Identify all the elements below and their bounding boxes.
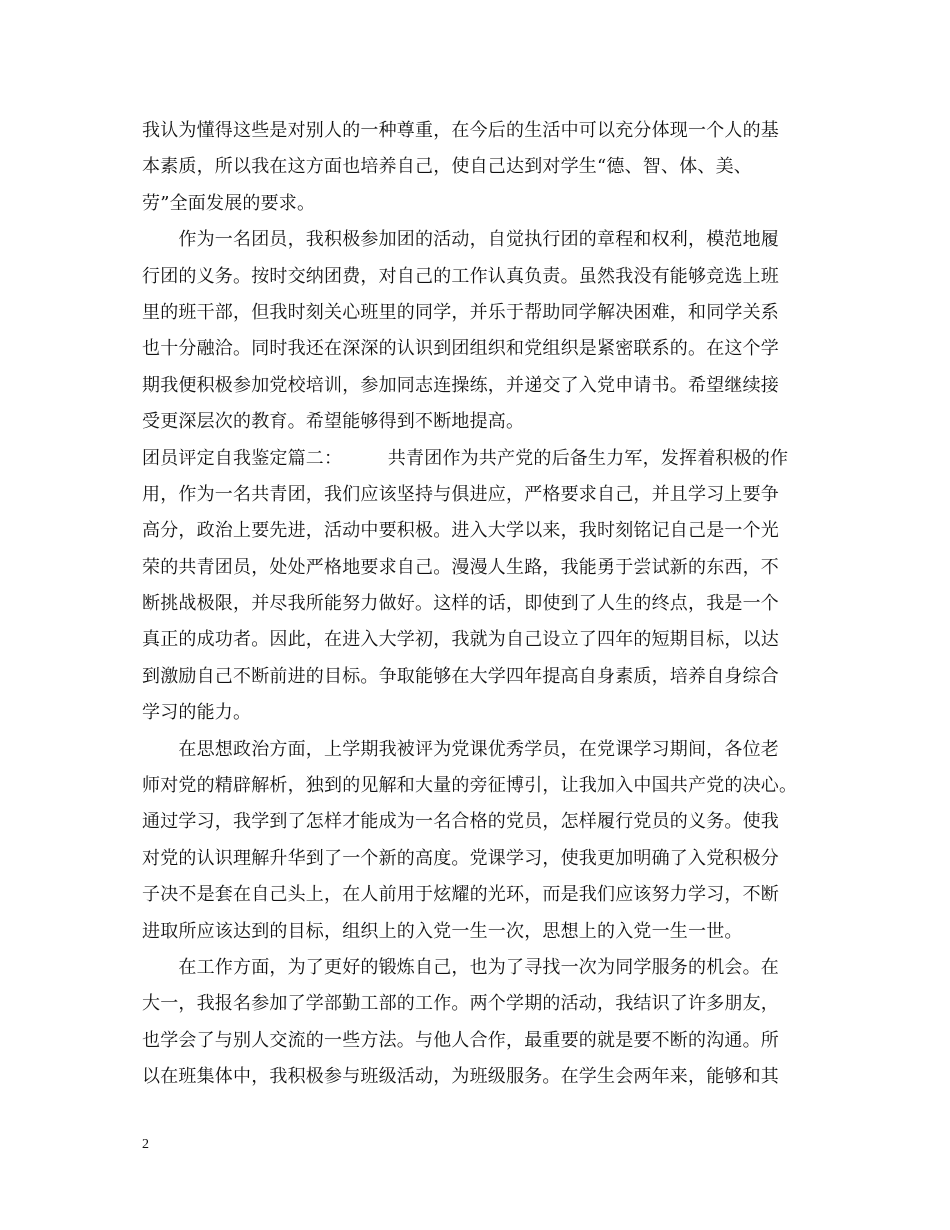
text-line: 大一，我报名参加了学部勤工部的工作。两个学期的活动，我结识了许多朋友，	[142, 993, 779, 1015]
text-line: 断挑战极限，并尽我所能努力做好。这样的话，即使到了人生的终点，我是一个	[142, 593, 779, 615]
text-line: 到激励自己不断前进的目标。争取能够在大学四年提高自身素质，培养自身综合	[142, 665, 779, 687]
text-line: 也十分融洽。同时我还在深深的认识到团组织和党组织是紧密联系的。在这个学	[142, 338, 779, 360]
text-line: 里的班干部，但我时刻关心班里的同学，并乐于帮助同学解决困难，和同学关系	[142, 301, 779, 323]
text-line: 真正的成功者。因此，在进入大学初，我就为自己设立了四年的短期目标，以达	[142, 629, 779, 651]
text-line: 期我便积极参加党校培训，参加同志连操练，并递交了入党申请书。希望继续接	[142, 374, 779, 396]
text-line: 学习的能力。	[142, 702, 252, 724]
text-line: 用，作为一名共青团，我们应该坚持与俱进应，严格要求自己，并且学习上要争	[142, 483, 779, 505]
text-line: 受更深层次的教育。希望能够得到不断地提高。	[142, 411, 525, 433]
text-line: 作为一名团员，我积极参加团的活动，自觉执行团的章程和权利，模范地履	[142, 229, 779, 251]
text-line: 高分，政治上要先进，活动中要积极。进入大学以来，我时刻铭记自己是一个光	[142, 520, 779, 542]
text-line: 子决不是套在自己头上，在人前用于炫耀的光环，而是我们应该努力学习，不断	[142, 884, 779, 906]
text-line: 通过学习，我学到了怎样才能成为一名合格的党员，怎样履行党员的义务。使我	[142, 811, 779, 833]
text-line: 荣的共青团员，处处严格地要求自己。漫漫人生路，我能勇于尝试新的东西，不	[142, 556, 779, 578]
text-line: 在思想政治方面，上学期我被评为党课优秀学员，在党课学习期间，各位老	[142, 738, 779, 760]
text-line: 行团的义务。按时交纳团费，对自己的工作认真负责。虽然我没有能够竞选上班	[142, 265, 779, 287]
text-line: 本素质，所以我在这方面也培养自己，使自己达到对学生“德、智、体、美、	[142, 156, 752, 178]
page-number: 2	[142, 1137, 149, 1152]
text-line: 以在班集体中，我积极参与班级活动，为班级服务。在学生会两年来，能够和其	[142, 1066, 779, 1088]
text-line: 我认为懂得这些是对别人的一种尊重，在今后的生活中可以充分体现一个人的基	[142, 120, 779, 141]
text-line: 也学会了与别人交流的一些方法。与他人合作，最重要的就是要不断的沟通。所	[142, 1029, 779, 1051]
text-line: 对党的认识理解升华到了一个新的高度。党课学习，使我更加明确了入党积极分	[142, 847, 779, 869]
body-text	[142, 116, 822, 1099]
text-line: 在工作方面，为了更好的锻炼自己，也为了寻找一次为同学服务的机会。在	[142, 956, 779, 978]
section-heading-line: 团员评定自我鉴定篇二： 共青团作为共产党的后备生力军，发挥着积极的作	[142, 447, 789, 469]
text-line: 劳”全面发展的要求。	[142, 192, 316, 214]
text-line: 师对党的精辟解析，独到的见解和大量的旁征博引，让我加入中国共产党的决心。	[142, 775, 798, 797]
text-line: 进取所应该达到的目标，组织上的入党一生一次，思想上的入党一生一世。	[142, 920, 743, 942]
